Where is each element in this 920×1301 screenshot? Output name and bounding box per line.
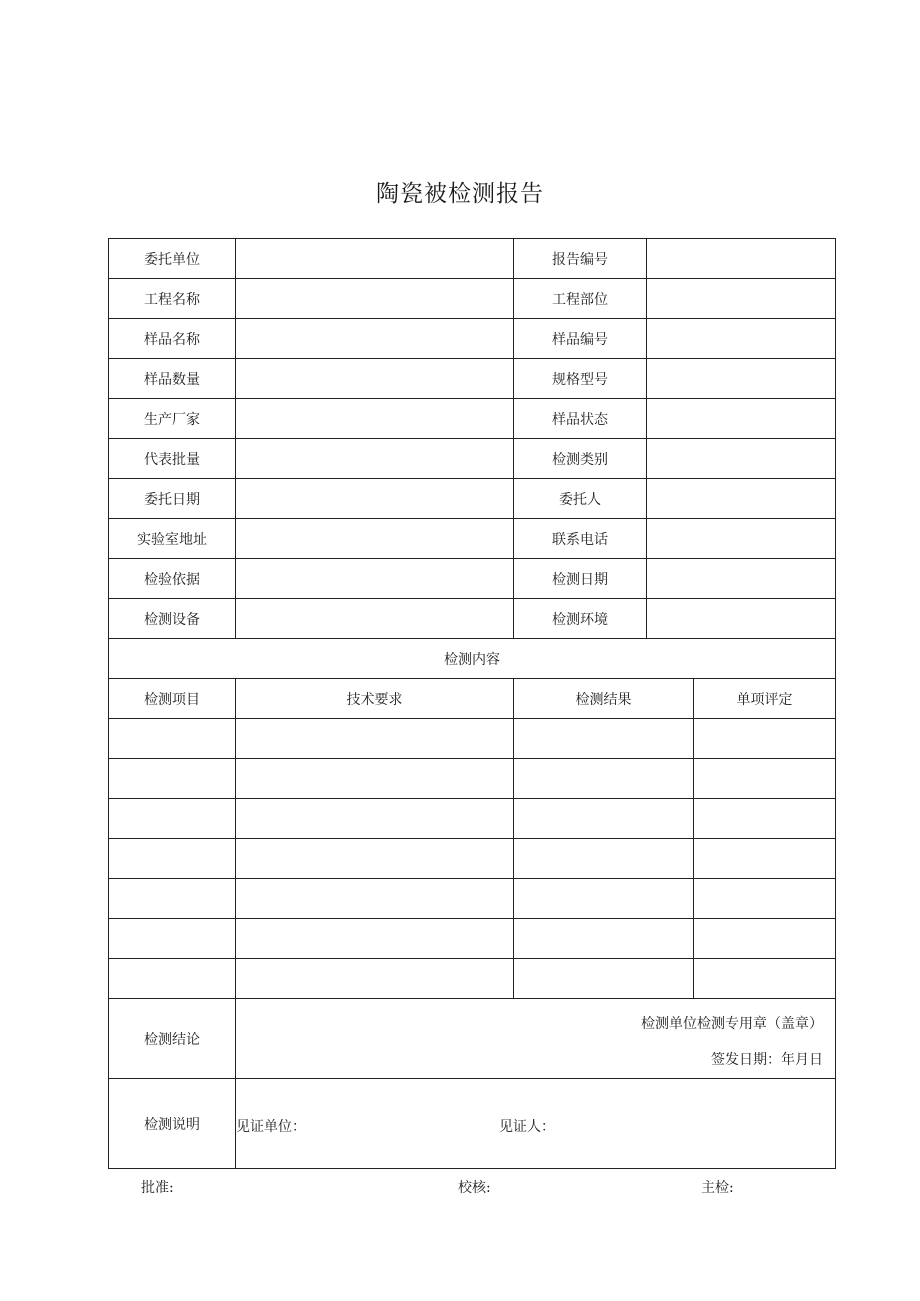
field-value[interactable]	[647, 399, 836, 439]
cell-result[interactable]	[514, 839, 694, 879]
cell-result[interactable]	[514, 959, 694, 999]
cell-result[interactable]	[514, 799, 694, 839]
field-label: 规格型号	[514, 359, 647, 399]
cell-requirement[interactable]	[236, 839, 514, 879]
inspector-label: 主检:	[701, 1180, 734, 1196]
content-header-row	[109, 679, 836, 719]
content-heading: 检测内容	[109, 639, 836, 679]
field-label: 样品状态	[514, 399, 647, 439]
witness-unit: 见证单位：	[236, 1119, 306, 1135]
conclusion-label: 检测结论	[109, 999, 236, 1079]
cell-result[interactable]	[514, 759, 694, 799]
field-label: 实验室地址	[109, 519, 236, 559]
field-label: 样品编号	[514, 319, 647, 359]
notes-label: 检测说明	[109, 1079, 236, 1169]
field-value[interactable]	[647, 239, 836, 279]
cell-item[interactable]	[109, 839, 236, 879]
field-label: 样品名称	[109, 319, 236, 359]
info-row	[109, 479, 836, 519]
field-label: 委托单位	[109, 239, 236, 279]
stamp-text: 检测单位检测专用章（盖章）	[641, 1016, 823, 1032]
field-label: 样品数量	[109, 359, 236, 399]
table-row	[109, 799, 836, 839]
table-row	[109, 719, 836, 759]
field-label: 委托日期	[109, 479, 236, 519]
cell-rating[interactable]	[694, 799, 836, 839]
field-value[interactable]	[647, 599, 836, 639]
info-row	[109, 239, 836, 279]
cell-item[interactable]	[109, 879, 236, 919]
content-section	[109, 639, 836, 719]
cell-requirement[interactable]	[236, 879, 514, 919]
info-row	[109, 279, 836, 319]
column-header: 单项评定	[694, 679, 836, 719]
field-label: 报告编号	[514, 239, 647, 279]
cell-item[interactable]	[109, 959, 236, 999]
approve-label: 批准:	[141, 1180, 174, 1196]
issue-date: 签发日期：年月日	[711, 1052, 823, 1068]
field-label: 检测日期	[514, 559, 647, 599]
field-value[interactable]	[236, 319, 514, 359]
field-value[interactable]	[236, 599, 514, 639]
page-title: 陶瓷被检测报告	[376, 181, 544, 207]
content-rows	[109, 719, 836, 999]
report-table	[108, 238, 836, 1169]
field-value[interactable]	[647, 559, 836, 599]
field-value[interactable]	[236, 239, 514, 279]
witness-person: 见证人：	[499, 1119, 555, 1135]
info-row	[109, 599, 836, 639]
cell-item[interactable]	[109, 719, 236, 759]
column-header: 技术要求	[236, 679, 514, 719]
cell-result[interactable]	[514, 919, 694, 959]
cell-item[interactable]	[109, 799, 236, 839]
field-label: 工程部位	[514, 279, 647, 319]
field-value[interactable]	[236, 559, 514, 599]
info-row	[109, 559, 836, 599]
field-value[interactable]	[236, 279, 514, 319]
field-label: 代表批量	[109, 439, 236, 479]
cell-item[interactable]	[109, 759, 236, 799]
field-value[interactable]	[236, 519, 514, 559]
info-row	[109, 359, 836, 399]
cell-requirement[interactable]	[236, 759, 514, 799]
table-row	[109, 759, 836, 799]
field-value[interactable]	[236, 439, 514, 479]
field-value[interactable]	[236, 399, 514, 439]
field-value[interactable]	[647, 319, 836, 359]
notes-value[interactable]	[236, 1079, 836, 1169]
cell-requirement[interactable]	[236, 719, 514, 759]
cell-item[interactable]	[109, 919, 236, 959]
cell-rating[interactable]	[694, 759, 836, 799]
field-value[interactable]	[647, 439, 836, 479]
field-label: 检测设备	[109, 599, 236, 639]
info-row	[109, 439, 836, 479]
cell-rating[interactable]	[694, 839, 836, 879]
field-label: 检测环境	[514, 599, 647, 639]
cell-rating[interactable]	[694, 719, 836, 759]
table-row	[109, 959, 836, 999]
field-label: 检测类别	[514, 439, 647, 479]
field-label: 联系电话	[514, 519, 647, 559]
conclusion-section	[109, 999, 836, 1169]
column-header: 检测结果	[514, 679, 694, 719]
field-value[interactable]	[236, 479, 514, 519]
field-label: 生产厂家	[109, 399, 236, 439]
cell-rating[interactable]	[694, 959, 836, 999]
field-value[interactable]	[236, 359, 514, 399]
info-row	[109, 519, 836, 559]
info-row	[109, 399, 836, 439]
cell-result[interactable]	[514, 879, 694, 919]
info-row	[109, 319, 836, 359]
table-row	[109, 839, 836, 879]
table-row	[109, 879, 836, 919]
review-label: 校核:	[458, 1180, 491, 1196]
field-label: 工程名称	[109, 279, 236, 319]
conclusion-value[interactable]	[236, 999, 836, 1079]
cell-rating[interactable]	[694, 879, 836, 919]
cell-requirement[interactable]	[236, 959, 514, 999]
field-value[interactable]	[647, 519, 836, 559]
cell-requirement[interactable]	[236, 799, 514, 839]
cell-requirement[interactable]	[236, 919, 514, 959]
info-section	[109, 239, 836, 639]
column-header: 检测项目	[109, 679, 236, 719]
field-label: 检验依据	[109, 559, 236, 599]
cell-rating[interactable]	[694, 919, 836, 959]
field-value[interactable]	[647, 479, 836, 519]
cell-result[interactable]	[514, 719, 694, 759]
field-value[interactable]	[647, 279, 836, 319]
table-row	[109, 919, 836, 959]
field-value[interactable]	[647, 359, 836, 399]
field-label: 委托人	[514, 479, 647, 519]
